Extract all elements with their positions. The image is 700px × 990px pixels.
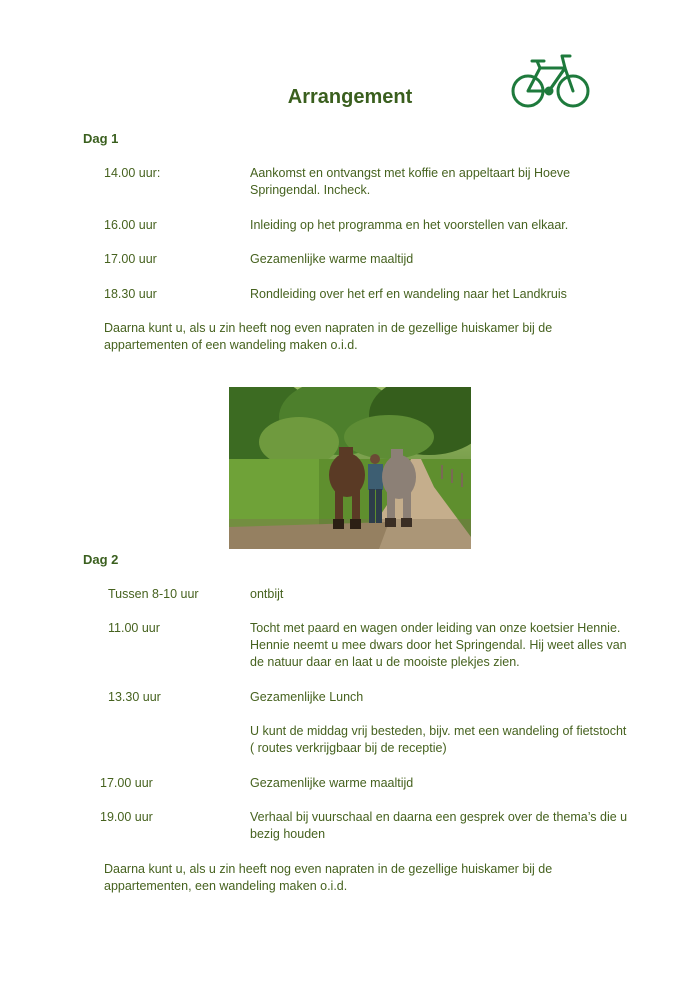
day1-time: 16.00 uur — [104, 218, 157, 232]
page-title: Arrangement — [287, 86, 413, 108]
day2-time: 13.30 uur — [108, 690, 161, 704]
day1-time: 14.00 uur: — [104, 166, 161, 180]
day2-time: 19.00 uur — [100, 810, 153, 824]
day2-description: U kunt de middag vrij besteden, bijv. met een wandeling of fietstocht ( routes verkrijgbaar bij de receptie) — [250, 724, 627, 755]
day2-description: ontbijt — [250, 587, 284, 601]
day2-time: Tussen 8-10 uur — [108, 587, 199, 601]
day1-heading: Dag 1 — [83, 131, 119, 146]
day1-description: Inleiding op het programma en het voorstellen van elkaar. — [250, 218, 569, 232]
day2-closing-paragraph: Daarna kunt u, als u zin heeft nog even napraten in de gezellige huiskamer bij de appartementen, een wandeling maken o.i.d. — [104, 862, 553, 893]
horses-photo — [229, 387, 471, 549]
day1-description: Rondleiding over het erf en wandeling naar het Landkruis — [250, 287, 567, 301]
day2-description: Gezamenlijke warme maaltijd — [250, 776, 414, 790]
day1-time: 17.00 uur — [104, 252, 157, 266]
day2-description: Tocht met paard en wagen onder leiding van onze koetsier Hennie. Hennie neemt u mee dwars door het Springendal. Hij weet alles van de natuur daar en laat u de mooiste plekjes zien. — [250, 621, 627, 669]
day2-time: 17.00 uur — [100, 776, 153, 790]
day1-description: Aankomst en ontvangst met koffie en appeltaart bij Hoeve Springendal. Incheck. — [250, 166, 571, 197]
day2-heading: Dag 2 — [83, 552, 119, 567]
day1-time: 18.30 uur — [104, 287, 157, 301]
day2-time: 11.00 uur — [108, 621, 160, 635]
day2-description: Gezamenlijke Lunch — [250, 690, 364, 704]
day1-description: Gezamenlijke warme maaltijd — [250, 252, 414, 266]
day1-closing-paragraph: Daarna kunt u, als u zin heeft nog even napraten in de gezellige huiskamer bij de appartementen of een wandeling maken o.i.d. — [104, 321, 553, 352]
day2-description: Verhaal bij vuurschaal en daarna een gesprek over de thema’s die u bezig houden — [250, 810, 628, 841]
